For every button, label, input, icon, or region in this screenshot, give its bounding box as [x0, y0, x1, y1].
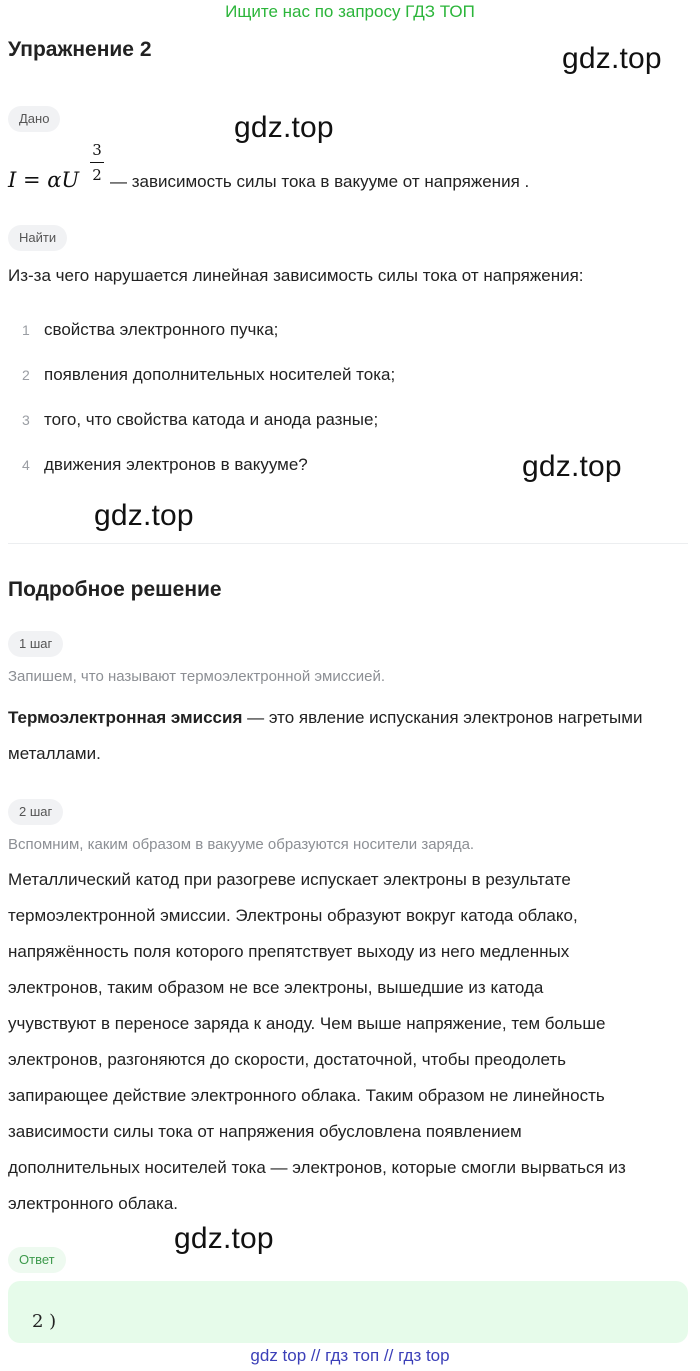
exponent-denominator: 2: [92, 166, 102, 184]
given-description: — зависимость силы тока в вакууме от напряжения .: [110, 172, 530, 191]
given-label: Дано: [8, 106, 60, 132]
step-hint: Запишем, что называют термоэлектронной эмиссией.: [8, 668, 385, 685]
option-number: 4: [22, 457, 30, 473]
option-text: движения электронов в вакууме?: [44, 455, 308, 474]
answer-box: [8, 1281, 688, 1343]
solution-line: электронов, разгоняются до скорости, достаточной, чтобы преодолеть: [8, 1050, 567, 1069]
solution-line: электронного облака.: [8, 1194, 179, 1213]
solution-line: электронов, таким образом не все электроны, вышедшие из катода: [8, 978, 544, 997]
search-banner: Ищите нас по запросу ГДЗ ТОП: [225, 2, 475, 21]
solution-line: дополнительных носителей тока — электронов, которые смогли вырваться из: [8, 1158, 626, 1177]
option-number: 2: [22, 367, 30, 383]
watermark: gdz.top: [94, 499, 194, 532]
option-item: [8, 365, 628, 389]
solution-line: Металлический катод при разогреве испускает электроны в результате: [8, 870, 571, 889]
given-formula: I = αU: [8, 168, 80, 192]
step-label: 1 шаг: [8, 631, 63, 657]
definition-body: — это явление испускания электронов нагретыми металлами.: [8, 708, 643, 763]
given-formula-row: [8, 140, 688, 200]
option-text: того, что свойства катода и анода разные;: [44, 410, 379, 429]
option-number: 3: [22, 412, 30, 428]
option-item: [8, 455, 628, 479]
definition-text: [8, 700, 688, 772]
exercise-title: Упражнение 2: [8, 38, 152, 61]
fraction-bar: [90, 162, 104, 163]
answer-label: Ответ: [8, 1247, 66, 1273]
step-hint: Вспомним, каким образом в вакууме образуются носители заряда.: [8, 836, 475, 853]
solution-line: зависимости силы тока от напряжения обусловлена появлением: [8, 1122, 522, 1141]
solution-line: напряжённость поля которого препятствует выходу из него медленных: [8, 942, 570, 961]
watermark: gdz.top: [562, 42, 662, 75]
solution-line: учувствуют в переносе заряда к аноду. Чем выше напряжение, тем больше: [8, 1014, 606, 1033]
exponent-numerator: 3: [92, 141, 102, 159]
step-label: 2 шаг: [8, 799, 63, 825]
exponent-fraction: [90, 140, 104, 185]
solution-title: Подробное решение: [8, 578, 222, 601]
question-text: Из-за чего нарушается линейная зависимость силы тока от напряжения:: [8, 266, 584, 285]
solution-line: запирающее действие электронного облака. Таким образом не линейность: [8, 1086, 605, 1105]
section-divider: [8, 543, 688, 544]
option-text: свойства электронного пучка;: [44, 320, 279, 339]
watermark: gdz.top: [234, 111, 334, 144]
option-item: [8, 410, 628, 434]
watermark: gdz.top: [174, 1222, 274, 1255]
footer-links: gdz top // гдз топ // гдз top: [250, 1346, 450, 1365]
option-number: 1: [22, 322, 30, 338]
option-item: [8, 320, 628, 344]
solution-paragraph: [8, 862, 692, 1222]
solution-line: термоэлектронной эмиссии. Электроны образуют вокруг катода облако,: [8, 906, 578, 925]
answer-value: 2 ): [32, 1311, 57, 1332]
find-label: Найти: [8, 225, 67, 251]
watermark: gdz.top: [522, 450, 622, 483]
option-text: появления дополнительных носителей тока;: [44, 365, 396, 384]
definition-term: Термоэлектронная эмиссия: [8, 708, 243, 727]
